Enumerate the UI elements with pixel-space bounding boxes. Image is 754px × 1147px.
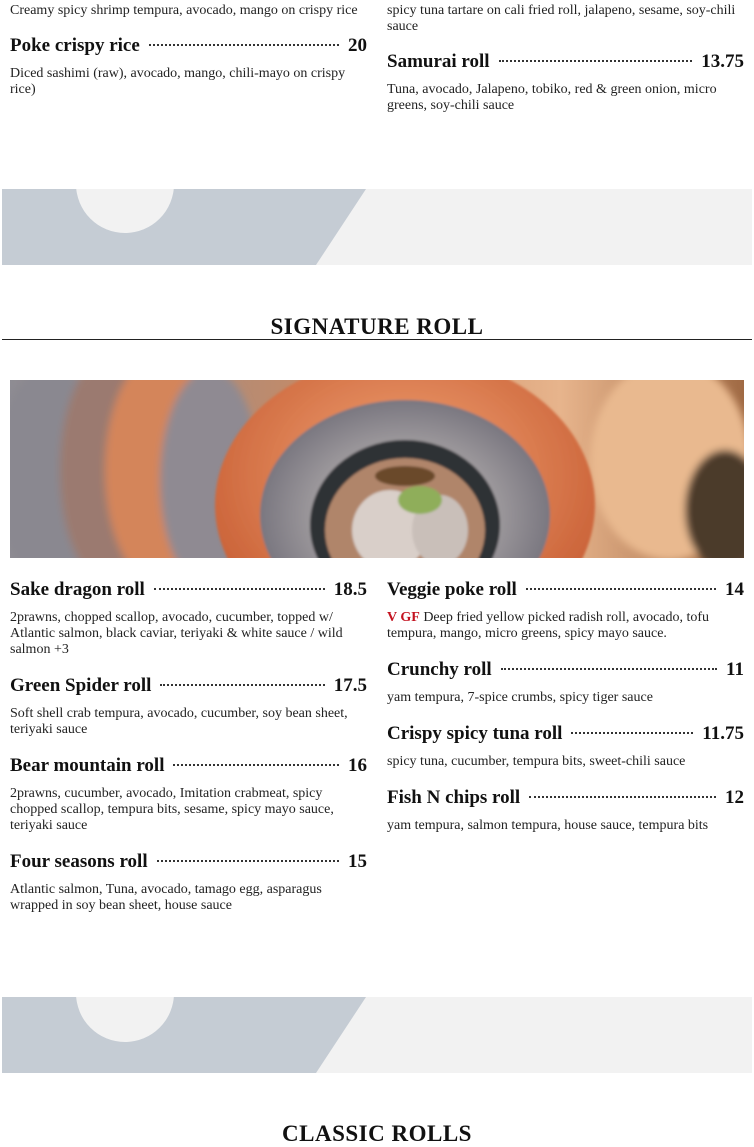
sushi-roll-photo <box>10 380 744 558</box>
dietary-tag: V GF <box>387 610 420 625</box>
item-name: Four seasons roll <box>10 851 148 872</box>
item-price: 18.5 <box>333 579 367 600</box>
item-price: 20 <box>348 35 367 56</box>
menu-item-crunchy-roll <box>387 658 744 706</box>
section-title-next: CLASSIC ROLLS <box>282 1121 472 1146</box>
dot-leader <box>157 860 339 862</box>
menu-item-green-spider-roll <box>10 674 367 738</box>
band-shape <box>2 189 752 265</box>
item-description: Soft shell crab tempura, avocado, cucumber, soy bean sheet, teriyaki sauce <box>10 706 348 737</box>
item-description: Diced sashimi (raw), avocado, mango, chili-mayo on crispy rice) <box>10 66 346 97</box>
dot-leader <box>499 60 693 62</box>
dot-leader <box>160 684 324 686</box>
menu-column-left-top <box>10 3 367 98</box>
item-price: 17.5 <box>333 675 367 696</box>
dot-leader <box>529 796 716 798</box>
item-price: 14 <box>725 579 744 600</box>
item-description: spicy tuna, cucumber, tempura bits, sweet-chili sauce <box>387 754 686 769</box>
item-name: Crispy spicy tuna roll <box>387 723 563 744</box>
item-price: 12 <box>725 787 744 808</box>
menu-item-sake-dragon-roll <box>10 578 367 658</box>
dot-leader <box>154 588 325 590</box>
menu-item-four-seasons-roll <box>10 850 367 914</box>
item-name: Fish N chips roll <box>387 787 521 808</box>
menu-item-bear-mountain-roll <box>10 754 367 834</box>
item-description: yam tempura, 7-spice crumbs, spicy tiger sauce <box>387 690 653 705</box>
item-description-text: Deep fried yellow picked radish roll, avocado, tofu tempura, mango, micro greens, spicy mayo sauce. <box>387 610 710 641</box>
dot-leader <box>571 732 693 734</box>
item-description <box>387 610 744 642</box>
dot-leader <box>501 668 717 670</box>
menu-item-veggie-poke-roll <box>387 578 744 642</box>
menu-item-crispy-spicy-tuna-roll <box>387 722 744 770</box>
item-description: 2prawns, chopped scallop, avocado, cucumber, topped w/ Atlantic salmon, black caviar, teriyaki & white sauce / wild salmon +3 <box>10 610 343 657</box>
decorative-band <box>2 997 752 1073</box>
decorative-band <box>2 189 752 265</box>
item-description: 2prawns, cucumber, avocado, Imitation crabmeat, spicy chopped scallop, tempura bits, sesame, spicy mayo sauce, teriyaki sauce <box>10 786 334 833</box>
item-name: Green Spider roll <box>10 675 152 696</box>
item-price: 16 <box>348 755 367 776</box>
band-shape <box>2 997 752 1073</box>
menu-item-samurai-roll <box>387 50 744 114</box>
item-price: 13.75 <box>701 51 744 72</box>
section-divider <box>2 339 752 340</box>
item-name: Poke crispy rice <box>10 35 140 56</box>
sushi-image <box>10 380 744 558</box>
item-description: spicy tuna tartare on cali fried roll, jalapeno, sesame, soy-chili sauce <box>387 3 736 34</box>
dot-leader <box>526 588 716 590</box>
menu-column-right <box>387 578 744 834</box>
menu-item-fish-n-chips-roll <box>387 786 744 834</box>
item-name: Bear mountain roll <box>10 755 165 776</box>
item-name: Samurai roll <box>387 51 490 72</box>
menu-item-poke-crispy-rice <box>10 34 367 98</box>
item-description: Creamy spicy shrimp tempura, avocado, mango on crispy rice <box>10 3 358 18</box>
item-price: 11.75 <box>702 723 744 744</box>
dot-leader <box>173 764 339 766</box>
item-name: Crunchy roll <box>387 659 492 680</box>
dot-leader <box>149 44 339 46</box>
item-description: Tuna, avocado, Jalapeno, tobiko, red & green onion, micro greens, soy-chili sauce <box>387 82 717 113</box>
item-description: yam tempura, salmon tempura, house sauce, tempura bits <box>387 818 709 833</box>
menu-column-left <box>10 578 367 914</box>
item-name: Veggie poke roll <box>387 579 517 600</box>
item-price: 11 <box>726 659 744 680</box>
item-description: Atlantic salmon, Tuna, avocado, tamago egg, asparagus wrapped in soy bean sheet, house sauce <box>10 882 322 913</box>
section-title: SIGNATURE ROLL <box>270 314 484 339</box>
menu-column-right-top <box>387 3 744 114</box>
item-name: Sake dragon roll <box>10 579 145 600</box>
item-price: 15 <box>348 851 367 872</box>
